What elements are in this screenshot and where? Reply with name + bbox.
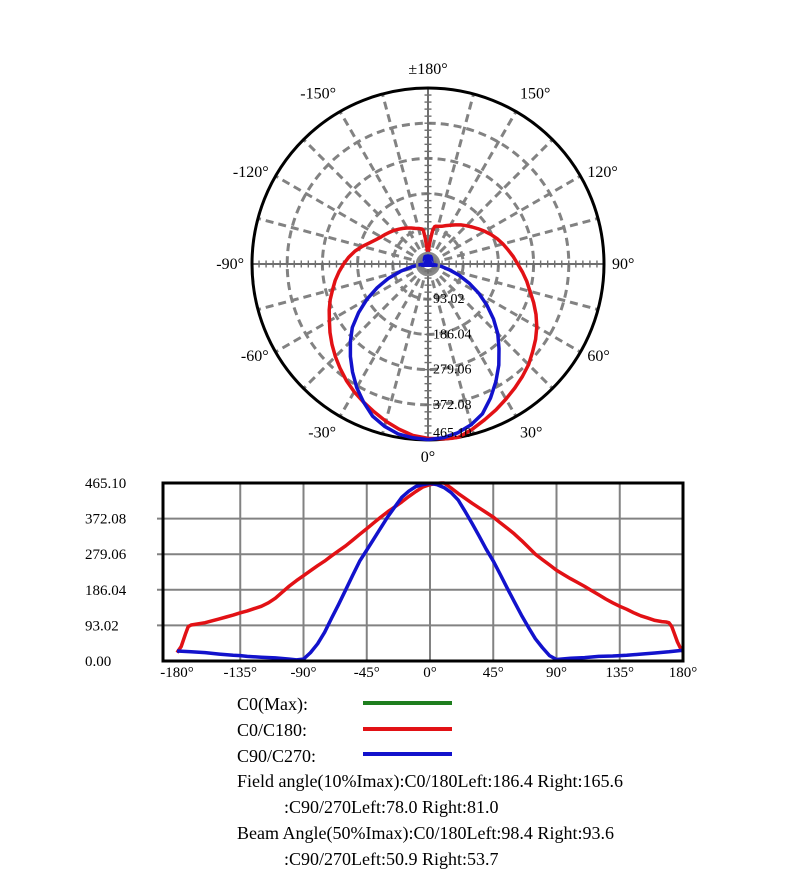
cartesian-grid	[157, 483, 683, 661]
svg-text:-60°: -60°	[240, 348, 269, 365]
svg-text:372.08: 372.08	[85, 511, 127, 528]
svg-text:30°: 30°	[520, 424, 543, 442]
svg-text:-30°: -30°	[308, 424, 336, 442]
svg-text:186.04: 186.04	[85, 582, 127, 599]
legend-swatch-c0c180-line	[363, 727, 452, 731]
svg-text:0.00: 0.00	[85, 654, 112, 670]
svg-text:0°: 0°	[420, 449, 436, 462]
svg-text:465.10: 465.10	[85, 476, 127, 492]
legend-label-c90c270: C90/C270:	[237, 746, 317, 766]
legend-label-c0c180: C0/C180:	[237, 720, 308, 740]
svg-text:-45°: -45°	[353, 665, 380, 681]
svg-text:60°: 60°	[587, 348, 610, 365]
svg-text:135°: 135°	[605, 665, 634, 681]
svg-text:90°: 90°	[546, 665, 567, 681]
svg-text:93.02: 93.02	[85, 618, 119, 635]
field-angle-c0-180-text: Field angle(10%Imax):C0/180Left:186.4 Right:165.6	[237, 771, 623, 791]
svg-text:180°: 180°	[668, 665, 698, 681]
svg-text:-180°: -180°	[160, 665, 194, 681]
svg-text:-90°: -90°	[216, 256, 244, 273]
legend-row-c0c180	[237, 720, 307, 742]
legend-swatch-c0max-line	[363, 701, 452, 705]
svg-text:90°: 90°	[612, 256, 635, 273]
svg-text:279.06: 279.06	[433, 362, 472, 378]
svg-text:186.04: 186.04	[433, 327, 472, 343]
svg-text:-120°: -120°	[232, 164, 269, 181]
beam-angle-c0-180-text: Beam Angle(50%Imax):C0/180Left:98.4 Right:93.6	[237, 823, 614, 843]
svg-text:±180°: ±180°	[408, 61, 448, 78]
svg-text:150°: 150°	[520, 85, 551, 103]
svg-text:-135°: -135°	[223, 665, 257, 681]
svg-text:120°: 120°	[587, 164, 618, 181]
svg-text:0°: 0°	[423, 665, 437, 681]
svg-text:-90°: -90°	[290, 665, 317, 681]
svg-text:279.06: 279.06	[85, 547, 127, 564]
legend-swatch-c90c270-line	[363, 752, 452, 756]
field-angle-c90-270-text: :C90/270Left:78.0 Right:81.0	[284, 797, 499, 817]
legend-row-c90c270	[237, 746, 316, 768]
polar-ring-labels	[433, 292, 472, 441]
cartesian-x-labels	[160, 665, 697, 681]
legend-row-c0max	[237, 694, 308, 716]
svg-text:45°: 45°	[482, 665, 504, 681]
svg-text:372.08: 372.08	[433, 397, 472, 413]
svg-text:465.10: 465.10	[433, 426, 472, 441]
beam-angle-c90-270-text: :C90/270Left:50.9 Right:53.7	[284, 849, 499, 869]
svg-text:93.02: 93.02	[433, 292, 465, 308]
legend-label-c0max: C0(Max):	[237, 694, 308, 714]
cartesian-intensity-chart	[0, 462, 805, 702]
svg-text:-150°: -150°	[300, 85, 336, 103]
cartesian-y-labels	[85, 476, 127, 670]
